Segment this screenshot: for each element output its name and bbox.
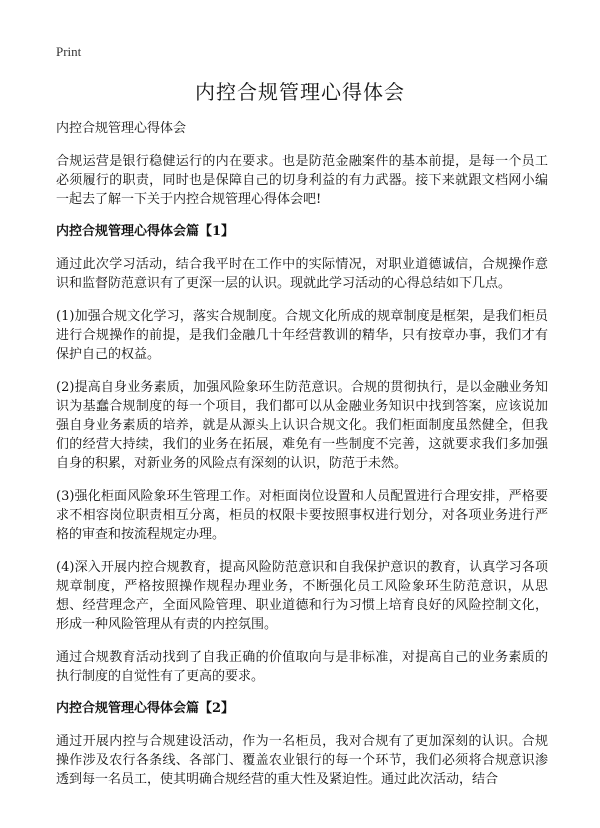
- document-title: 内控合规管理心得体会: [195, 80, 405, 104]
- section-1: [56, 223, 548, 686]
- document-body: [56, 120, 548, 803]
- paragraph: (1)加强合规文化学习，落实合规制度。合规文化所成的规章制度是框架，是我们柜员进行合规操作的前提，是我们金融几十年经营教训的精华，只有按章办事，我们才有保护自己的权益。: [56, 309, 548, 362]
- section-2: [56, 700, 548, 789]
- paragraph: 通过此次学习活动，结合我平时在工作中的实际情况，对职业道德诚信，合规操作意识和监督防范意识有了更深一层的认识。现就此学习活动的心得总结如下几点。: [56, 257, 548, 291]
- print-link[interactable]: Print: [56, 44, 82, 59]
- paragraph: 通过开展内控与合规建设活动，作为一名柜员，我对合规有了更加深刻的认识。合规操作涉及农行各条线、各部门、覆盖农业银行的每一个环节，我们必须将合规意识渗透到每一名员工，使其明确合规经营的重大性及紧迫性。通过此次活动，结合: [56, 734, 548, 787]
- paragraph: 通过合规教育活动找到了自我正确的价值取向与是非标准，对提高自己的业务素质的执行制度的自觉性有了更高的要求。: [56, 650, 548, 684]
- paragraph: (2)提高自身业务素质，加强风险象环生防范意识。合规的贯彻执行，是以金融业务知识为基蠢合规制度的每一个项目，我们都可以从金融业务知识中找到答案，应该说加强自身业务素质的培养，就是从源头上认识合规文化。我们柜面制度虽然健全，但我们的经营大持续，我们的业务在拓展，难免有一些制度不完善，这就要求我们多加强自身的积累，对新业务的风险点有深刻的认识，防范于未然。: [56, 380, 548, 471]
- intro-paragraph: 合规运营是银行稳健运行的内在要求。也是防范金融案件的基本前提，是每一个员工必须履行的职责，同时也是保障自己的切身利益的有力武器。接下来就跟文档网小编一起去了解一下关于内控合规管理心得体会吧!: [56, 154, 548, 207]
- document-subtitle: 内控合规管理心得体会: [56, 121, 187, 136]
- paragraph: (3)强化柜面风险象环生管理工作。对柜面岗位设置和人员配置进行合理安排，严格要求不相容岗位职责相互分离，柜员的权限卡要按照事权进行划分，对各项业务进行严格的审查和按流程规定办理。: [56, 489, 548, 542]
- paragraph: (4)深入开展内控合规教育，提高风险防范意识和自我保护意识的教育，认真学习各项规章制度，严格按照操作规程办理业务，不断强化员工风险象环生防范意识，从思想、经营理念产，全面风险管理、职业道德和行为习惯上培育良好的风险控制文化，形成一种风险管理从有责的内控氛围。: [56, 560, 548, 632]
- section-heading: 内控合规管理心得体会篇【1】: [56, 224, 235, 239]
- section-heading: 内控合规管理心得体会篇【2】: [56, 701, 235, 716]
